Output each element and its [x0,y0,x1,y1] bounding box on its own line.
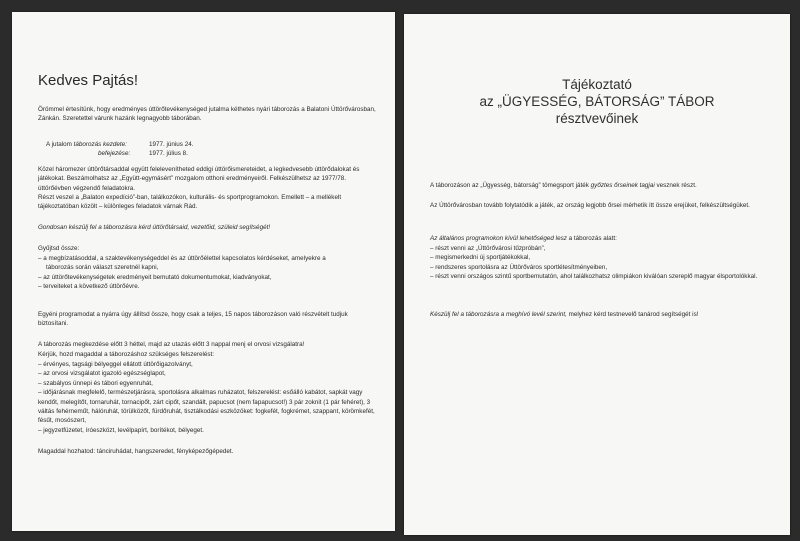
preparation-paragraph [430,310,774,319]
expedition-paragraph: Részt veszel a „Balaton expedíció”-ban, találkozókon, kulturális- és sportprogramokon. Emellett – a mellékelt tájékoztatóban közölt – különleges feladatok várnak Rád. [38,194,342,211]
list-item: – részt venni az „Úttörővárosi tűzpróbán”, [430,245,546,252]
intro-paragraph: Örömmel értesítünk, hogy eredményes úttörőtevékenységed jutalma kéthetes nyári táborozás a Balatoni Úttörővárosban, Zánkán. Szeretettel várunk hazánk legnagyobb táborában. [38,106,376,123]
competition-paragraph: Az Úttörővárosban tovább folytatódik a játék, az ország legjobb őrsei mérhetik itt össze erejüket, felkészültségüket. [430,202,750,209]
text-span: melyhez kérd testnevelő tanárod segítségét is! [566,311,699,318]
list-item: – az úttörőtevékenységetek eredményeit bemutató dokumentumokat, kiadványokat, [38,273,272,281]
gear-list [38,360,376,435]
text-span: a táborozás alatt: [566,235,617,242]
programs-intro [430,234,774,243]
greeting-heading: Kedves Pajtás! [38,72,139,89]
list-item: – megismerkedni új sportjátékokkal, [430,254,531,262]
text-span: A táborozáson az „Ügyesség, bátorság” tömegsport játék [430,182,591,189]
title-line: Tájékoztató [562,77,632,92]
gear-request: Kérjük, hozd magaddal a táborozáshoz szükséges felszerelést: [38,351,215,358]
collect-list [38,254,376,292]
list-item: táborozás során választ szeretnél kapni, [46,264,159,272]
camp-dates [46,140,193,159]
text-span: vesznek részt. [654,182,697,189]
date-value-end: 1977. július 8. [149,150,188,158]
list-item: – érvényes, tagsági bélyeggel ellátott úttörőigazolványt, [38,361,193,368]
list-item: – a megbízatásoddal, a szaktevékenységeddel és az úttörőélettel kapcsolatos kérdéseket, amelyekre a [38,255,326,262]
date-row-start [46,140,193,149]
collect-heading: Gyűjtsd össze: [38,245,80,252]
text-span: Az általános programokon kívül lehetőséged lesz [430,235,567,242]
date-prefix: A jutalom [46,141,74,148]
list-item: – szabályos ünnepi és tábori egyenruhát, [38,379,153,387]
date-value-start: 1977. június 24. [149,141,194,148]
medical-paragraph: A táborozás megkezdése előtt 3 héttel, majd az utazás előtt 3 nappal menj el orvosi vizsgálatra! [38,341,305,348]
list-item: – rendszeres sportolásra az Úttörőváros sportlétesítményeiben, [430,263,608,271]
schedule-paragraph: Egyéni programodat a nyárra úgy állítsd össze, hogy csak a teljes, 15 napos táborozáson való részvételt tudjuk biztosítani. [38,311,348,328]
preparation-paragraph: Gondosan készülj fel a táborozásra kérd úttörőtársaid, vezetőid, szüleid segítségét! [38,224,271,231]
title-line: résztvevőinek [555,111,639,126]
participants-paragraph [430,181,774,190]
page-title [404,76,790,127]
text-span: Készülj fel a táborozásra a meghívó levél szerint, [430,311,567,318]
date-label-start: táborozás kezdete: [73,141,127,148]
title-line: az „ÜGYESSÉG, BÁTORSÁG” TÁBOR [479,94,715,109]
invitation-letter-page [12,12,395,531]
program-paragraph: Közel háromezer úttörőtársaddal együtt felelevenítheted eddigi úttörőismereteidet, a legkedvesebb úttörődalokat és játékokat. Beszámolhatsz az „Együtt-egymásért” mozgalom otthoni eredményeiről. Felkészülhetsz az 1977/78. úttörőévben végzendő feladatokra. [38,166,360,192]
date-label-end: befejezése: [98,150,131,158]
date-row-end [46,149,193,158]
text-span: győztes őrseinek tagjai [590,182,655,189]
list-item: – jegyzetfüzetet, íróeszközt, levélpapírt, borítékot, bélyeget. [38,426,204,434]
list-item: – az orvosi vizsgálatot igazoló egészséglapot, [38,370,166,378]
information-sheet-page [404,14,790,535]
list-item: – időjárásnak megfelelő, természetjárásra, sportolásra alkalmas ruházatot, felszerelést: esőálló kabátot, sapkát vagy kendőt, melegítőt, tornaruhát, tornacipőt, zárt cipőt, szandált, papucsot (nem fapapucsot!) 3 pár zoknit (1 pár fehéret), 3 váltás fehérneműt, hálóruhát, törülközőt, fürdőruhát, tisztálkodási eszközöket: fogkefét, fogkrémet, szappant, körömkefét, fésűt, mosószert, [38,389,375,425]
optional-items-paragraph: Magaddal hozhatod: tánciruhádat, hangszeredet, fényképezőgépedet. [38,448,234,455]
list-item: – terveiteket a következő úttörőévre. [38,283,140,291]
list-item: – részt venni országos szintű sportbemutatón, ahol találkozhatsz olimpiákon kiválóan szereplő magyar élsportolókkal. [430,273,758,281]
activities-list [430,244,774,282]
